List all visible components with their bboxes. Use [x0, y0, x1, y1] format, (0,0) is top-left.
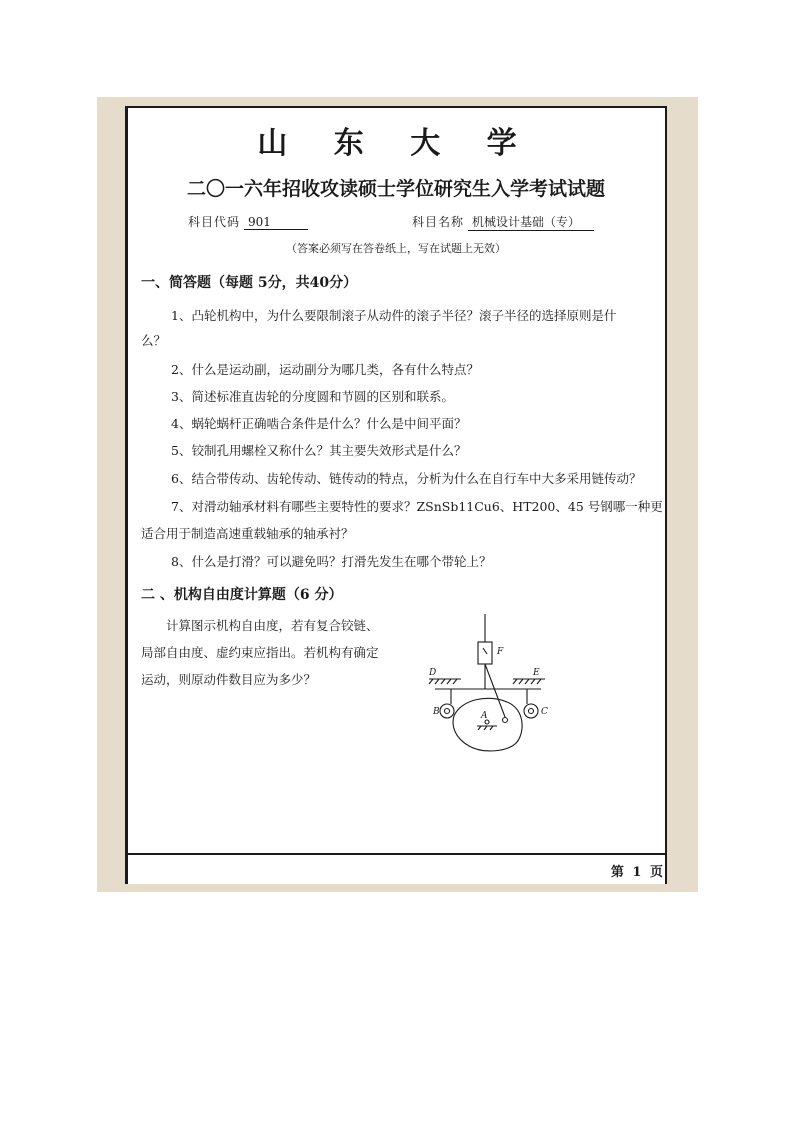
hatch-d-4 — [447, 679, 451, 684]
hatch-e-4 — [531, 679, 535, 684]
label-b: B — [433, 707, 440, 717]
slider-mark — [483, 648, 487, 654]
hatch-e-5 — [537, 679, 541, 684]
roller-c-pin — [529, 709, 534, 714]
exam-title: 二〇一六年招收攻读硕士学位研究生入学考试试题 — [186, 178, 605, 200]
hatch-d-2 — [435, 679, 439, 684]
question-8: 8、什么是打滑？可以避免吗？打滑先发生在哪个带轮上？ — [171, 554, 492, 569]
section2-text: 计算图示机构自由度，若有复合铰链、局部自由度、虚约束应指出。若机构有确定运动，则原动件数目应为多少？ — [141, 618, 379, 687]
question-4: 4、蜗轮蜗杆正确啮合条件是什么？什么是中间平面？ — [171, 416, 467, 431]
hatch-e-3 — [525, 679, 529, 684]
subject-name-label: 科目名称 — [412, 215, 465, 229]
section2-title: 二 、机构自由度计算题（6 分） — [141, 587, 343, 603]
hatch-e-2 — [519, 679, 523, 684]
roller-b — [440, 704, 454, 718]
hatch-a-2 — [484, 726, 487, 730]
label-a: A — [481, 711, 488, 721]
hatch-e-1 — [513, 679, 517, 684]
question-1-cont: 么？ — [141, 333, 167, 348]
label-c: C — [541, 707, 548, 717]
slider-f — [478, 642, 492, 664]
subject-name-value: 机械设计基础（专） — [468, 213, 594, 231]
question-2: 2、什么是运动副，运动副分为哪几类，各有什么特点？ — [171, 362, 479, 377]
hatch-d-1 — [429, 679, 433, 684]
page-border-right — [665, 106, 667, 884]
subject-code — [188, 213, 308, 230]
hatch-d-5 — [453, 679, 457, 684]
mechanism-diagram — [421, 614, 556, 759]
question-3: 3、简述标准直齿轮的分度圆和节圆的区别和联系。 — [171, 389, 454, 404]
question-7: 7、对滑动轴承材料有哪些主要特性的要求？ZSnSb11Cu6、HT200、45 号钢哪一种更 — [171, 499, 663, 514]
link-to-cam — [485, 664, 505, 717]
label-e: E — [533, 668, 540, 678]
page-border-left — [125, 106, 128, 884]
cam-pin — [503, 718, 508, 723]
roller-c — [524, 704, 538, 718]
hatch-a-3 — [490, 726, 493, 730]
question-1: 1、凸轮机构中，为什么要限制滚子从动件的滚子半径？滚子半径的选择原则是什 — [171, 308, 617, 323]
subject-code-value: 901 — [244, 215, 308, 230]
question-5: 5、铰制孔用螺栓又称什么？其主要失效形式是什么？ — [171, 443, 467, 458]
subject-code-label: 科目代码 — [188, 215, 241, 229]
hatch-d-3 — [441, 679, 445, 684]
university-name: 山 东 大 学 — [257, 126, 535, 161]
section1-title: 一、简答题（每题 5分，共40分） — [141, 275, 358, 291]
label-f: F — [497, 647, 504, 657]
label-d: D — [429, 668, 437, 678]
page-number: 第 1 页 — [610, 865, 665, 880]
footer-rule — [125, 853, 667, 855]
cam-profile — [453, 698, 522, 751]
hatch-a-1 — [478, 726, 481, 730]
roller-b-pin — [445, 709, 450, 714]
exam-page — [125, 106, 667, 884]
subject-name — [412, 213, 594, 231]
question-7-cont: 适合用于制造高速重载轴承的轴承衬？ — [141, 526, 354, 541]
page-border-top — [125, 106, 667, 108]
answer-notice: （答案必须写在答卷纸上，写在试题上无效） — [286, 242, 506, 255]
question-6: 6、结合带传动、齿轮传动、链传动的特点，分析为什么在自行车中大多采用链传动？ — [171, 471, 642, 486]
